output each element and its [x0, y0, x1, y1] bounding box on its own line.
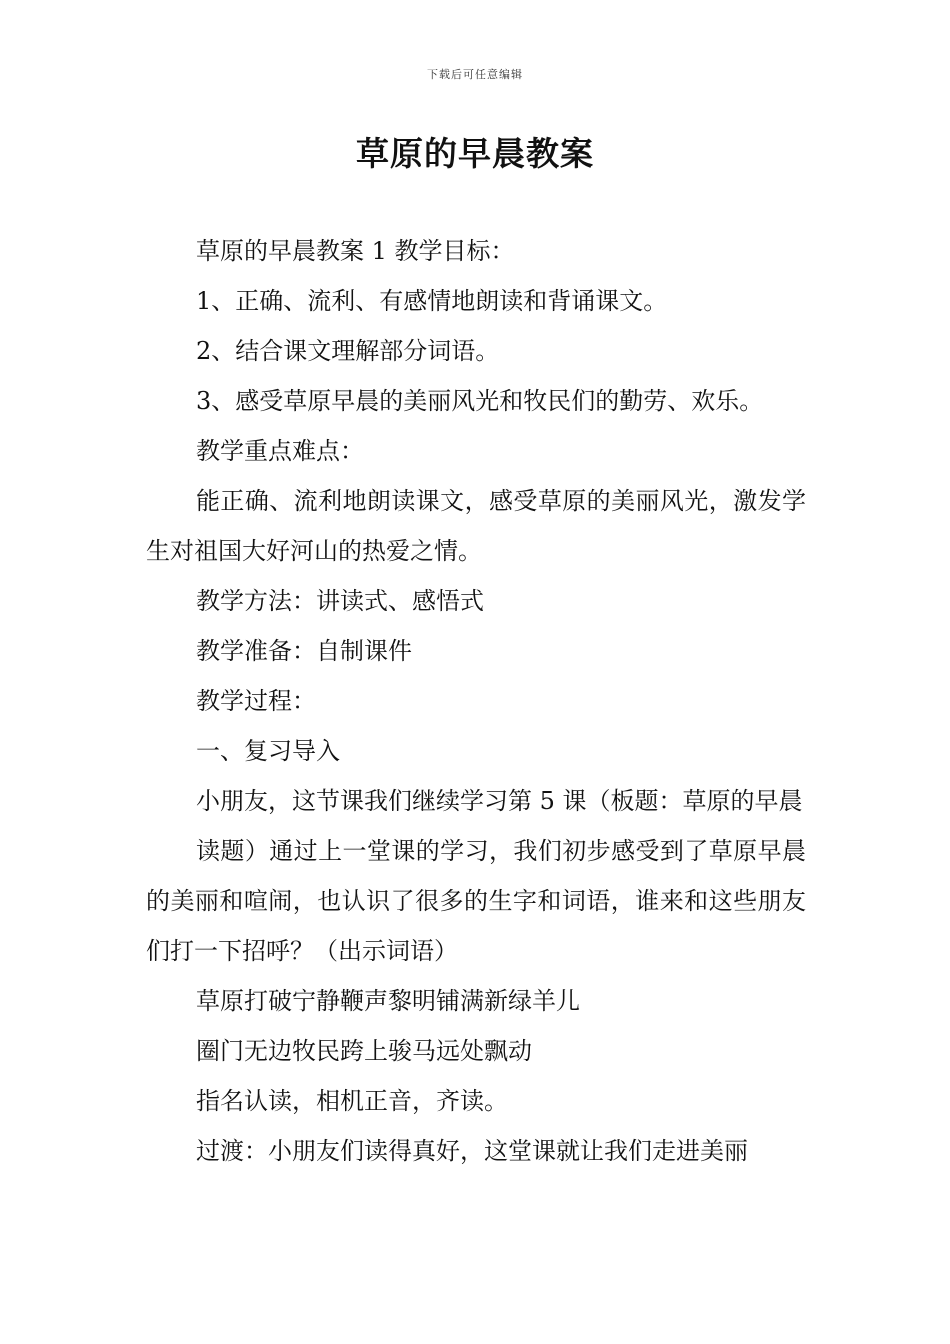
- paragraph: 3、感受草原早晨的美丽风光和牧民们的勤劳、欢乐。: [196, 387, 764, 415]
- document-body: [146, 226, 806, 1176]
- paragraph: 一、复习导入: [196, 737, 340, 765]
- paragraph: 教学重点难点：: [196, 437, 364, 465]
- paragraph: 指名认读，相机正音，齐读。: [196, 1087, 508, 1115]
- paragraph: 1、正确、流利、有感情地朗读和背诵课文。: [196, 287, 668, 315]
- paragraph: 小朋友，这节课我们继续学习第 5 课（板题：草原的早晨: [196, 787, 803, 815]
- paragraph: 草原打破宁静鞭声黎明铺满新绿羊儿: [196, 987, 580, 1015]
- paragraph: 读题）通过上一堂课的学习，我们初步感受到了草原早晨的美丽和喧闹，也认识了很多的生字和词语，谁来和这些朋友们打一下招呼？（出示词语）: [146, 837, 806, 965]
- paragraph: 教学准备：自制课件: [196, 637, 412, 665]
- paragraph: 教学方法：讲读式、感悟式: [196, 587, 484, 615]
- paragraph: 能正确、流利地朗读课文，感受草原的美丽风光，激发学生对祖国大好河山的热爱之情。: [146, 487, 806, 565]
- document-title: 草原的早晨教案: [356, 134, 594, 173]
- paragraph: 过渡：小朋友们读得真好，这堂课就让我们走进美丽: [196, 1137, 748, 1165]
- paragraph: 草原的早晨教案 1 教学目标：: [196, 237, 515, 265]
- paragraph: 圈门无边牧民跨上骏马远处飘动: [196, 1037, 532, 1065]
- header-note: 下载后可任意编辑: [427, 68, 523, 81]
- paragraph: 2、结合课文理解部分词语。: [196, 337, 500, 365]
- paragraph: 教学过程：: [196, 687, 316, 715]
